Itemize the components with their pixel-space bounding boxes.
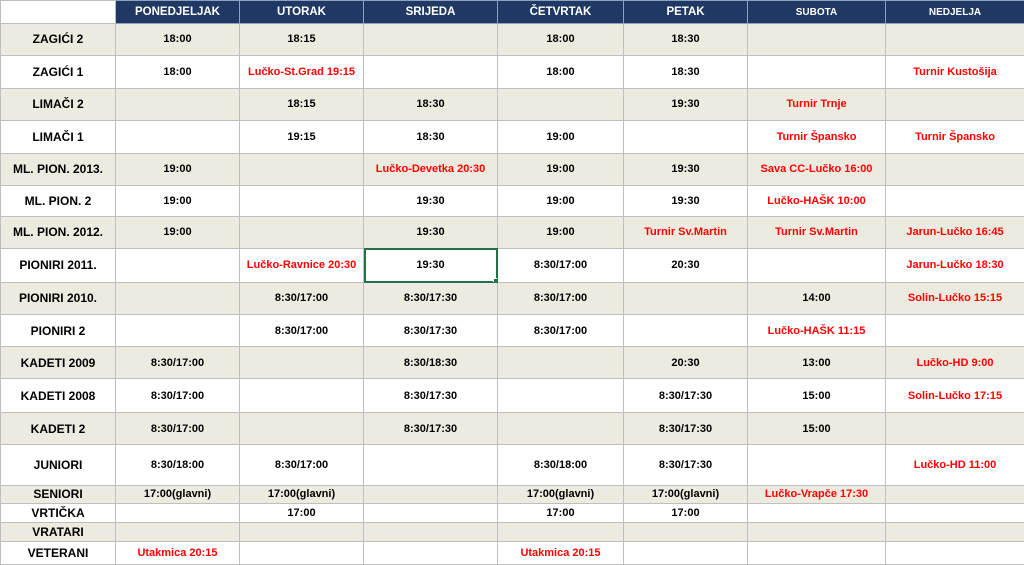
schedule-cell-thursday[interactable]: 8:30/18:00 <box>498 444 624 485</box>
schedule-cell-thursday[interactable]: Utakmica 20:15 <box>498 542 624 565</box>
schedule-row <box>1 24 1024 56</box>
header-corner-cell[interactable] <box>1 1 116 24</box>
schedule-cell-sunday[interactable] <box>886 413 1024 445</box>
schedule-cell-thursday[interactable] <box>498 378 624 413</box>
schedule-cell-tuesday[interactable]: Lučko-St.Grad 19:15 <box>240 55 364 89</box>
schedule-row <box>1 248 1024 283</box>
team-name-cell[interactable]: JUNIORI <box>1 444 116 485</box>
schedule-cell-wednesday[interactable] <box>364 523 498 542</box>
schedule-cell-tuesday[interactable]: 8:30/17:00 <box>240 444 364 485</box>
schedule-cell-monday[interactable]: 18:00 <box>116 55 240 89</box>
schedule-cell-friday[interactable]: Turnir Sv.Martin <box>624 217 748 249</box>
schedule-cell-saturday[interactable] <box>748 444 886 485</box>
schedule-cell-friday[interactable] <box>624 314 748 347</box>
team-name-cell[interactable]: ZAGIĆI 1 <box>1 55 116 89</box>
schedule-row <box>1 485 1024 503</box>
schedule-cell-wednesday[interactable]: 8:30/17:30 <box>364 283 498 315</box>
schedule-cell-wednesday[interactable]: 8:30/17:30 <box>364 378 498 413</box>
team-name-cell[interactable]: PIONIRI 2010. <box>1 283 116 315</box>
schedule-row <box>1 154 1024 186</box>
schedule-cell-friday[interactable] <box>624 542 748 565</box>
schedule-cell-saturday[interactable]: 15:00 <box>748 413 886 445</box>
schedule-cell-monday[interactable]: 8:30/17:00 <box>116 413 240 445</box>
schedule-cell-friday[interactable]: 19:30 <box>624 154 748 186</box>
schedule-row <box>1 523 1024 542</box>
selected-cell-wednesday[interactable]: 19:30 <box>364 248 498 283</box>
schedule-cell-sunday[interactable]: Turnir Kustošija <box>886 55 1024 89</box>
schedule-cell-tuesday[interactable]: 18:15 <box>240 89 364 121</box>
day-header-monday[interactable]: PONEDJELJAK <box>116 1 240 24</box>
schedule-cell-wednesday[interactable]: 18:30 <box>364 120 498 154</box>
schedule-row <box>1 55 1024 89</box>
schedule-cell-saturday[interactable] <box>748 248 886 283</box>
schedule-cell-saturday[interactable]: Turnir Sv.Martin <box>748 217 886 249</box>
team-name-cell[interactable]: KADETI 2 <box>1 413 116 445</box>
schedule-cell-saturday[interactable]: Lučko-HAŠK 11:15 <box>748 314 886 347</box>
schedule-cell-tuesday[interactable]: 8:30/17:00 <box>240 314 364 347</box>
schedule-cell-sunday[interactable]: Solin-Lučko 15:15 <box>886 283 1024 315</box>
schedule-cell-thursday[interactable]: 19:00 <box>498 217 624 249</box>
schedule-cell-saturday[interactable] <box>748 503 886 522</box>
schedule-cell-saturday[interactable] <box>748 55 886 89</box>
schedule-cell-monday[interactable]: 19:00 <box>116 217 240 249</box>
schedule-cell-wednesday[interactable] <box>364 485 498 503</box>
schedule-cell-saturday[interactable] <box>748 24 886 56</box>
schedule-cell-thursday[interactable]: 17:00 <box>498 503 624 522</box>
schedule-cell-monday[interactable]: Utakmica 20:15 <box>116 542 240 565</box>
schedule-cell-saturday[interactable] <box>748 542 886 565</box>
schedule-cell-wednesday[interactable] <box>364 24 498 56</box>
schedule-cell-sunday[interactable] <box>886 503 1024 522</box>
schedule-row <box>1 185 1024 217</box>
schedule-cell-tuesday[interactable]: 8:30/17:00 <box>240 283 364 315</box>
schedule-cell-wednesday[interactable]: 18:30 <box>364 89 498 121</box>
schedule-cell-monday[interactable] <box>116 120 240 154</box>
schedule-body <box>1 24 1024 565</box>
schedule-row <box>1 542 1024 565</box>
schedule-cell-monday[interactable] <box>116 248 240 283</box>
day-header-saturday[interactable]: SUBOTA <box>748 1 886 24</box>
schedule-cell-sunday[interactable]: Lučko-HD 11:00 <box>886 444 1024 485</box>
schedule-cell-friday[interactable]: 20:30 <box>624 248 748 283</box>
schedule-cell-tuesday[interactable]: 17:00(glavni) <box>240 485 364 503</box>
schedule-cell-thursday[interactable]: 18:00 <box>498 55 624 89</box>
schedule-cell-monday[interactable] <box>116 503 240 522</box>
schedule-cell-saturday[interactable]: 14:00 <box>748 283 886 315</box>
day-header-tuesday[interactable]: UTORAK <box>240 1 364 24</box>
team-name-cell[interactable]: VRATARI <box>1 523 116 542</box>
schedule-cell-saturday[interactable]: Turnir Špansko <box>748 120 886 154</box>
schedule-cell-tuesday[interactable]: 18:15 <box>240 24 364 56</box>
schedule-cell-wednesday[interactable] <box>364 444 498 485</box>
schedule-cell-monday[interactable] <box>116 314 240 347</box>
schedule-cell-monday[interactable]: 8:30/17:00 <box>116 378 240 413</box>
schedule-cell-tuesday[interactable] <box>240 542 364 565</box>
schedule-cell-monday[interactable]: 17:00(glavni) <box>116 485 240 503</box>
schedule-cell-friday[interactable]: 8:30/17:30 <box>624 444 748 485</box>
schedule-cell-thursday[interactable] <box>498 523 624 542</box>
schedule-cell-friday[interactable] <box>624 523 748 542</box>
schedule-cell-thursday[interactable] <box>498 413 624 445</box>
schedule-row <box>1 503 1024 522</box>
schedule-row <box>1 217 1024 249</box>
schedule-cell-thursday[interactable]: 8:30/17:00 <box>498 314 624 347</box>
schedule-row <box>1 314 1024 347</box>
schedule-cell-tuesday[interactable]: 17:00 <box>240 503 364 522</box>
schedule-row <box>1 347 1024 379</box>
schedule-cell-monday[interactable]: 19:00 <box>116 154 240 186</box>
schedule-cell-saturday[interactable]: Sava CC-Lučko 16:00 <box>748 154 886 186</box>
day-header-friday[interactable]: PETAK <box>624 1 748 24</box>
schedule-cell-sunday[interactable] <box>886 314 1024 347</box>
team-name-cell[interactable]: ZAGIĆI 2 <box>1 24 116 56</box>
schedule-cell-tuesday[interactable] <box>240 347 364 379</box>
schedule-cell-wednesday[interactable] <box>364 503 498 522</box>
schedule-cell-thursday[interactable]: 19:00 <box>498 120 624 154</box>
schedule-cell-friday[interactable]: 18:30 <box>624 55 748 89</box>
schedule-row <box>1 413 1024 445</box>
schedule-cell-saturday[interactable]: 15:00 <box>748 378 886 413</box>
schedule-cell-saturday[interactable]: 13:00 <box>748 347 886 379</box>
schedule-cell-sunday[interactable] <box>886 154 1024 186</box>
schedule-cell-wednesday[interactable]: Lučko-Devetka 20:30 <box>364 154 498 186</box>
schedule-cell-tuesday[interactable] <box>240 185 364 217</box>
schedule-cell-sunday[interactable]: Solin-Lučko 17:15 <box>886 378 1024 413</box>
schedule-cell-tuesday[interactable] <box>240 523 364 542</box>
schedule-cell-thursday[interactable]: 19:00 <box>498 154 624 186</box>
team-name-cell[interactable]: ML. PION. 2012. <box>1 217 116 249</box>
schedule-cell-monday[interactable] <box>116 89 240 121</box>
team-name-cell[interactable]: VRTIČKA <box>1 503 116 522</box>
schedule-row <box>1 444 1024 485</box>
team-name-cell[interactable]: ML. PION. 2 <box>1 185 116 217</box>
schedule-row <box>1 120 1024 154</box>
schedule-cell-wednesday[interactable]: 19:30 <box>364 217 498 249</box>
day-header-thursday[interactable]: ČETVRTAK <box>498 1 624 24</box>
day-header-sunday[interactable]: NEDJELJA <box>886 1 1024 24</box>
schedule-cell-friday[interactable]: 8:30/17:30 <box>624 413 748 445</box>
day-header-wednesday[interactable]: SRIJEDA <box>364 1 498 24</box>
schedule-cell-monday[interactable]: 18:00 <box>116 24 240 56</box>
team-name-cell[interactable]: PIONIRI 2 <box>1 314 116 347</box>
schedule-cell-thursday[interactable]: 8:30/17:00 <box>498 248 624 283</box>
schedule-cell-friday[interactable]: 18:30 <box>624 24 748 56</box>
schedule-cell-tuesday[interactable]: 19:15 <box>240 120 364 154</box>
schedule-cell-sunday[interactable] <box>886 523 1024 542</box>
team-name-cell[interactable]: VETERANI <box>1 542 116 565</box>
schedule-cell-wednesday[interactable]: 8:30/18:30 <box>364 347 498 379</box>
schedule-cell-sunday[interactable]: Lučko-HD 9:00 <box>886 347 1024 379</box>
team-name-cell[interactable]: SENIORI <box>1 485 116 503</box>
schedule-cell-tuesday[interactable]: Lučko-Ravnice 20:30 <box>240 248 364 283</box>
schedule-cell-thursday[interactable]: 17:00(glavni) <box>498 485 624 503</box>
schedule-cell-monday[interactable]: 19:00 <box>116 185 240 217</box>
team-name-cell[interactable]: KADETI 2008 <box>1 378 116 413</box>
schedule-cell-sunday[interactable] <box>886 24 1024 56</box>
schedule-cell-wednesday[interactable]: 8:30/17:30 <box>364 413 498 445</box>
schedule-cell-sunday[interactable]: Jarun-Lučko 16:45 <box>886 217 1024 249</box>
schedule-cell-tuesday[interactable] <box>240 217 364 249</box>
schedule-cell-wednesday[interactable]: 19:30 <box>364 185 498 217</box>
schedule-cell-wednesday[interactable]: 8:30/17:30 <box>364 314 498 347</box>
schedule-cell-wednesday[interactable] <box>364 542 498 565</box>
schedule-cell-friday[interactable]: 19:30 <box>624 89 748 121</box>
schedule-cell-monday[interactable] <box>116 283 240 315</box>
schedule-cell-friday[interactable]: 17:00 <box>624 503 748 522</box>
schedule-cell-friday[interactable]: 8:30/17:30 <box>624 378 748 413</box>
schedule-row <box>1 283 1024 315</box>
schedule-cell-friday[interactable] <box>624 283 748 315</box>
team-name-cell[interactable]: LIMAČI 1 <box>1 120 116 154</box>
schedule-cell-saturday[interactable]: Turnir Trnje <box>748 89 886 121</box>
schedule-cell-thursday[interactable]: 19:00 <box>498 185 624 217</box>
schedule-cell-friday[interactable] <box>624 120 748 154</box>
schedule-cell-monday[interactable]: 8:30/18:00 <box>116 444 240 485</box>
schedule-cell-tuesday[interactable] <box>240 413 364 445</box>
schedule-cell-tuesday[interactable] <box>240 154 364 186</box>
schedule-cell-thursday[interactable]: 18:00 <box>498 24 624 56</box>
schedule-cell-thursday[interactable] <box>498 89 624 121</box>
schedule-cell-sunday[interactable]: Jarun-Lučko 18:30 <box>886 248 1024 283</box>
team-name-cell[interactable]: LIMAČI 2 <box>1 89 116 121</box>
schedule-cell-sunday[interactable] <box>886 185 1024 217</box>
schedule-cell-thursday[interactable] <box>498 347 624 379</box>
team-name-cell[interactable]: ML. PION. 2013. <box>1 154 116 186</box>
schedule-cell-saturday[interactable]: Lučko-HAŠK 10:00 <box>748 185 886 217</box>
schedule-cell-sunday[interactable] <box>886 542 1024 565</box>
schedule-cell-saturday[interactable]: Lučko-Vrapče 17:30 <box>748 485 886 503</box>
schedule-cell-friday[interactable]: 20:30 <box>624 347 748 379</box>
schedule-cell-thursday[interactable]: 8:30/17:00 <box>498 283 624 315</box>
schedule-cell-monday[interactable] <box>116 523 240 542</box>
schedule-cell-friday[interactable]: 17:00(glavni) <box>624 485 748 503</box>
schedule-row <box>1 89 1024 121</box>
schedule-cell-sunday[interactable] <box>886 89 1024 121</box>
day-header-row <box>1 1 1024 24</box>
schedule-cell-friday[interactable]: 19:30 <box>624 185 748 217</box>
schedule-cell-monday[interactable]: 8:30/17:00 <box>116 347 240 379</box>
team-name-cell[interactable]: PIONIRI 2011. <box>1 248 116 283</box>
team-name-cell[interactable]: KADETI 2009 <box>1 347 116 379</box>
schedule-cell-saturday[interactable] <box>748 523 886 542</box>
schedule-cell-wednesday[interactable] <box>364 55 498 89</box>
schedule-cell-tuesday[interactable] <box>240 378 364 413</box>
schedule-cell-sunday[interactable]: Turnir Špansko <box>886 120 1024 154</box>
schedule-row <box>1 378 1024 413</box>
schedule-cell-sunday[interactable] <box>886 485 1024 503</box>
